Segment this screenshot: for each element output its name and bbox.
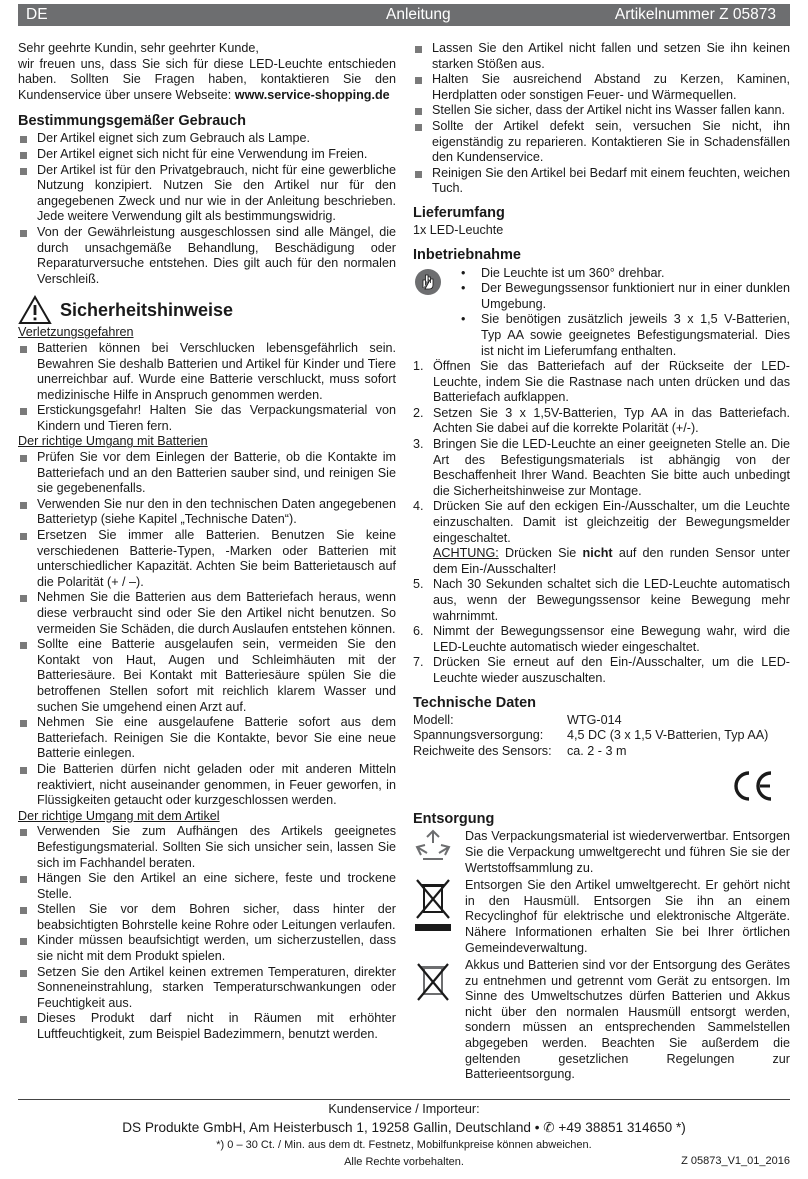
footer-version: Z 05873_V1_01_2016 bbox=[681, 1155, 790, 1167]
tech-heading: Technische Daten bbox=[413, 694, 537, 711]
scope-text: 1x LED-Leuchte bbox=[413, 222, 504, 237]
list-item: Erstickungsgefahr! Halten Sie das Verpackungsmaterial von Kindern und Tieren fern. bbox=[18, 403, 396, 434]
list-item: Von der Gewährleistung ausgeschlossen sind alle Mängel, die durch unsachgemäße Behandlung, Beschädigung oder Reparaturversuche entstehen. Dies gilt auch für den normalen Verschleiß. bbox=[18, 225, 396, 287]
list-item: Nehmen Sie eine ausgelaufene Batterie sofort aus dem Batteriefach. Reinigen Sie die Kontakte, bevor Sie eine neue Batterie einlegen. bbox=[18, 715, 396, 762]
hand-pointer-icon bbox=[413, 268, 443, 296]
disposal-device: Entsorgen Sie den Artikel umweltgerecht. Er gehört nicht in den Hausmüll. Entsorgen Sie ihn an einem Recyclinghof für elektrische und elektronische Altgeräte. Nähere Informationen erhalten Sie bei Ihrer örtlichen Gemeindeverwaltung. bbox=[413, 878, 790, 956]
list-item: Prüfen Sie vor dem Einlegen der Batterie, ob die Kontakte im Batteriefach und an den Batterien sauber sind, und reinigen Sie sie gegebenenfalls. bbox=[18, 450, 396, 497]
footer-note: *) 0 – 30 Ct. / Min. aus dem dt. Festnetz, Mobilfunkpreise können abweichen. bbox=[216, 1139, 592, 1151]
disposal-heading: Entsorgung bbox=[413, 811, 495, 828]
setup-step: 1. Öffnen Sie das Batteriefach auf der Rückseite der LED-Leuchte, indem Sie die Rastnase nach unten drücken und das Batteriefach aufklappen. bbox=[413, 359, 790, 405]
footer-service: Kundenservice / Importeur: bbox=[328, 1102, 480, 1116]
list-item: Lassen Sie den Artikel nicht fallen und setzen Sie ihn keinen starken Stößen aus. bbox=[413, 41, 790, 72]
list-item: Kinder müssen beaufsichtigt werden, um sicherzustellen, dass sie nicht mit dem Produkt spielen. bbox=[18, 933, 396, 964]
injury-list bbox=[18, 341, 396, 435]
list-item: Sollte der Artikel defekt sein, versuchen Sie nicht, ihn eigenständig zu reparieren. Kontaktieren Sie in Schadensfällen den Kundenservice. bbox=[413, 119, 790, 166]
ce-mark-icon bbox=[730, 769, 774, 803]
list-item: Der Artikel eignet sich zum Gebrauch als Lampe. bbox=[18, 131, 396, 147]
article-number: Artikelnummer Z 05873 bbox=[614, 6, 776, 23]
list-item: Setzen Sie den Artikel keinen extremen Temperaturen, direkter Sonneneinstrahlung, starken Temperaturschwankungen oder Feuchtigkeit aus. bbox=[18, 965, 396, 1012]
batteries-subheading: Der richtige Umgang mit Batterien bbox=[18, 434, 208, 449]
setup-note: • Der Bewegungssensor funktioniert nur in einer dunklen Umgebung. bbox=[461, 281, 790, 312]
setup-step: 5. Nach 30 Sekunden schaltet sich die LED-Leuchte automatisch aus, wenn der Bewegungssensor keine Bewegung mehr wahrnimmt. bbox=[413, 577, 790, 623]
scope-heading: Lieferumfang bbox=[413, 204, 505, 221]
list-item: Verwenden Sie nur den in den technischen Daten angegebenen Batterietyp (siehe Kapitel „Technische Daten“). bbox=[18, 497, 396, 528]
list-item: Nehmen Sie die Batterien aus dem Batteriefach heraus, wenn diese verbraucht sind oder Sie den Artikel nicht benutzen. So vermeiden Sie Schäden, die durch Auslaufen entstehen können. bbox=[18, 590, 396, 637]
battery-bin-icon bbox=[413, 958, 453, 1004]
setup-step: 7. Drücken Sie erneut auf den Ein-/Ausschalter, um die LED-Leuchte wieder auszuschalten. bbox=[413, 655, 790, 685]
left-column bbox=[18, 41, 396, 1043]
footer-rights: Alle Rechte vorbehalten. bbox=[344, 1156, 464, 1168]
list-item: Stellen Sie sicher, dass der Artikel nicht ins Wasser fallen kann. bbox=[413, 103, 790, 119]
tech-row: Modell: WTG-014 bbox=[413, 712, 622, 727]
setup-step: 3. Bringen Sie die LED-Leuchte an einer geeigneten Stelle an. Die Art des Befestigungsmaterials ist abhängig von der Beschaffenheit Ihrer Wand. Beachten Sie bitte auch unbedingt die Sicherheitshinweise zur Montage. bbox=[413, 437, 790, 498]
usage-heading: Bestimmungsgemäßer Gebrauch bbox=[18, 113, 247, 130]
warning-triangle-icon bbox=[18, 295, 52, 325]
tech-row: Spannungsversorgung: 4,5 DC (3 x 1,5 V-Batterien, Typ AA) bbox=[413, 728, 769, 743]
article-list-right bbox=[413, 41, 790, 197]
article-list-left bbox=[18, 824, 396, 1042]
tech-table bbox=[413, 713, 790, 760]
list-item: Ersetzen Sie immer alle Batterien. Benutzen Sie keine verschiedenen Batterie-Typen, -Marken oder Batterien mit unterschiedlicher Kapazität. Achten Sie beim Batterietausch auf die Polarität (+ / –). bbox=[18, 528, 396, 590]
document-title: Anleitung bbox=[386, 6, 451, 23]
list-item: Reinigen Sie den Artikel bei Bedarf mit einem feuchten, weichen Tuch. bbox=[413, 166, 790, 197]
setup-note: • Sie benötigen zusätzlich jeweils 3 x 1,5 V-Batterien, Typ AA sowie geeignetes Befestigungsmaterial. Dies ist nicht im Lieferumfang enthalten. bbox=[461, 312, 790, 359]
list-item: Die Batterien dürfen nicht geladen oder mit anderen Mitteln reaktiviert, nicht auseinander genommen, in Feuer geworfen, in Flüssigkeiten getaucht oder kurzgeschlossen werden. bbox=[18, 762, 396, 809]
injury-subheading: Verletzungsgefahren bbox=[18, 325, 134, 340]
setup-notes bbox=[413, 266, 790, 360]
disposal-batteries: Akkus und Batterien sind vor der Entsorgung des Gerätes zu entnehmen und getrennt vom Gerät zu entsorgen. Im Sinne des Umweltschutzes dürfen Batterien und Akkus nicht über den normalen Hausmüll entsorgt werden, sondern müssen an entsprechenden Sammelstellen abgegeben werden. Beachten Sie außerdem die geltenden gesetzlichen Regelungen zur Batterieentsorgung. bbox=[413, 958, 790, 1083]
list-item: Der Artikel ist für den Privatgebrauch, nicht für eine gewerbliche Nutzung konzipiert. Nutzen Sie den Artikel nur für den angegebenen Zweck und nur wie in der Anleitung beschrieben. Jede weitere Verwendung gilt als bestimmungswidrig. bbox=[18, 163, 396, 225]
setup-step: 2. Setzen Sie 3 x 1,5V-Batterien, Typ AA in das Batteriefach. Achten Sie dabei auf die korrekte Polarität (+/-). bbox=[413, 405, 790, 436]
setup-step: 6. Nimmt der Bewegungssensor eine Bewegung wahr, wird die LED-Leuchte automatisch wieder eingeschaltet. bbox=[413, 624, 790, 654]
header-bar bbox=[18, 4, 790, 26]
setup-step: 4. Drücken Sie auf den eckigen Ein-/Ausschalter, um die Leuchte einzuschalten. Damit ist gleichzeitig der Bewegungsmelder eingeschaltet. bbox=[413, 499, 790, 545]
list-item: Halten Sie ausreichend Abstand zu Kerzen, Kaminen, Herdplatten oder sonstigen Feuer- und Wärmequellen. bbox=[413, 72, 790, 103]
setup-heading: Inbetriebnahme bbox=[413, 246, 521, 263]
crossed-bin-icon bbox=[413, 878, 453, 936]
language-code: DE bbox=[26, 6, 48, 23]
batteries-list bbox=[18, 450, 396, 809]
disposal-packaging: Das Verpackungsmaterial ist wiederverwertbar. Entsorgen Sie die Verpackung umweltgerecht und führen Sie sie der Wertstoffsammlung zu. bbox=[413, 829, 790, 876]
list-item: Stellen Sie vor dem Bohren sicher, dass hinter der beabsichtigten Bohrstelle keine Rohre oder Leitungen verlaufen. bbox=[18, 902, 396, 933]
setup-steps bbox=[413, 359, 790, 686]
list-item: Batterien können bei Verschlucken lebensgefährlich sein. Bewahren Sie deshalb Batterien und Artikel für Kinder und Tiere unerreichbar auf. Wurde eine Batterie verschluckt, muss sofort medizinische Hilfe in Anspruch genommen werden. bbox=[18, 341, 396, 403]
greeting: Sehr geehrte Kundin, sehr geehrter Kunde, bbox=[18, 41, 259, 55]
list-item: Verwenden Sie zum Aufhängen des Artikels geeignetes Befestigungsmaterial. Sollten Sie sich unsicher sein, lassen Sie sich im Fachhandel beraten. bbox=[18, 824, 396, 871]
usage-list bbox=[18, 131, 396, 287]
right-column bbox=[413, 41, 790, 1083]
safety-heading: Sicherheitshinweise bbox=[60, 300, 234, 321]
list-item: Der Artikel eignet sich nicht für eine Verwendung im Freien. bbox=[18, 147, 396, 163]
ce-row bbox=[413, 759, 790, 803]
setup-note: • Die Leuchte ist um 360° drehbar. bbox=[461, 266, 790, 282]
attention-note: ACHTUNG: Drücken Sie nicht auf den runden Sensor unter dem Ein-/Ausschalter! bbox=[433, 546, 790, 576]
footer-address: DS Produkte GmbH, Am Heisterbusch 1, 19258 Gallin, Deutschland • ✆ +49 38851 314650 *) bbox=[122, 1120, 686, 1135]
footer bbox=[18, 1099, 790, 1171]
tech-row: Reichweite des Sensors: ca. 2 - 3 m bbox=[413, 743, 627, 758]
safety-heading-row bbox=[18, 295, 396, 325]
list-item: Hängen Sie den Artikel an eine sichere, feste und trockene Stelle. bbox=[18, 871, 396, 902]
list-item: Dieses Produkt darf nicht in Räumen mit erhöhter Luftfeuchtigkeit, zum Beispiel Badezimmern, benutzt werden. bbox=[18, 1011, 396, 1042]
recycling-icon bbox=[413, 829, 453, 863]
intro-text: wir freuen uns, dass Sie sich für diese LED-Leuchte entschieden haben. Sollten Sie Fragen haben, kontaktieren Sie den Kundenservice über unsere Webseite: www.service-shopping.de bbox=[18, 56, 396, 102]
website-link[interactable]: www.service-shopping.de bbox=[234, 87, 390, 102]
article-subheading: Der richtige Umgang mit dem Artikel bbox=[18, 808, 220, 823]
list-item: Sollte eine Batterie ausgelaufen sein, vermeiden Sie den Kontakt von Haut, Augen und Schleimhäuten mit der Batteriesäure. Bei Kontakt mit Batteriesäure spülen Sie die betroffenen Stellen sofort mit reichlich klarem Wasser und suchen Sie umgehend einen Arzt auf. bbox=[18, 637, 396, 715]
